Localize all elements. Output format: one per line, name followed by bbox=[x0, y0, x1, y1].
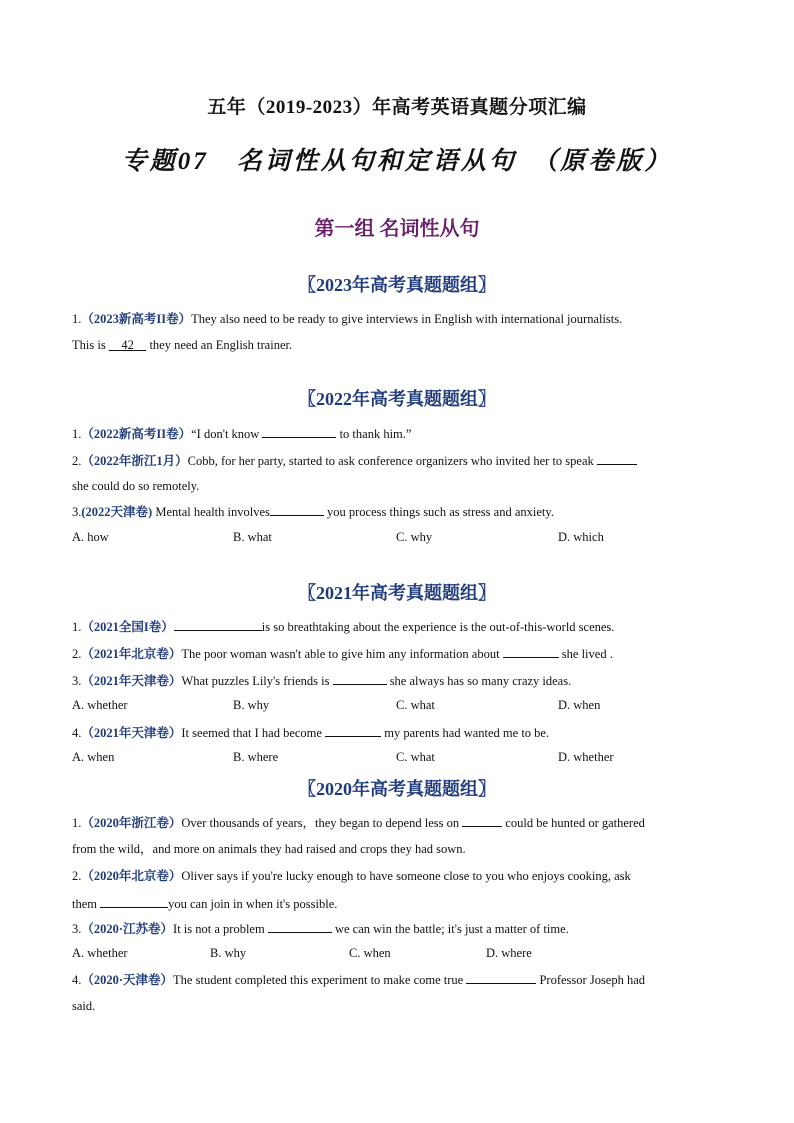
question-text: they need an English trainer. bbox=[146, 338, 293, 352]
question-2023-1 bbox=[72, 311, 622, 327]
document-title: 五年（2019-2023）年高考英语真题分项汇编 bbox=[207, 97, 587, 118]
section-heading-2021: 〖2021年高考真题题组〗 bbox=[298, 583, 496, 603]
question-number: 1. bbox=[72, 312, 82, 326]
question-text: we can win the battle; it's just a matter of time. bbox=[331, 922, 569, 936]
question-source: （2020·天津卷） bbox=[81, 973, 174, 987]
question-2020-4 bbox=[72, 971, 645, 988]
option-b[interactable]: B. why bbox=[210, 946, 247, 960]
option-c[interactable]: C. why bbox=[396, 530, 433, 544]
option-c[interactable]: C. when bbox=[349, 946, 391, 960]
question-source: （2020年北京卷） bbox=[81, 869, 182, 883]
question-2022-2 bbox=[72, 452, 637, 469]
group-title: 第一组 名词性从句 bbox=[314, 218, 480, 240]
question-2020-1-cont: from the wild，and more on animals they had raised and crops they had sown. bbox=[72, 842, 466, 856]
question-source: （2022新高考II卷） bbox=[81, 427, 192, 441]
answer-blank[interactable] bbox=[174, 618, 262, 631]
question-number: 3. bbox=[72, 922, 82, 936]
question-2020-2 bbox=[72, 868, 631, 884]
option-d[interactable]: D. when bbox=[558, 698, 601, 712]
question-text: you can join in when it's possible. bbox=[168, 897, 338, 911]
question-number: 4. bbox=[72, 973, 82, 987]
question-2022-2-cont: she could do so remotely. bbox=[72, 479, 200, 493]
answer-blank[interactable] bbox=[462, 814, 502, 827]
question-text: is so breathtaking about the experience is the out-of-this-world scenes. bbox=[261, 620, 615, 634]
answer-blank[interactable] bbox=[270, 503, 324, 516]
question-text: The poor woman wasn't able to give him any information about bbox=[181, 647, 503, 661]
question-text: to thank him.” bbox=[336, 427, 412, 441]
question-text: she always has so many crazy ideas. bbox=[386, 674, 572, 688]
question-source: （2021年天津卷） bbox=[81, 726, 182, 740]
question-2020-4-cont: said. bbox=[72, 999, 96, 1013]
question-text: Cobb, for her party, started to ask conference organizers who invited her to speak bbox=[187, 454, 597, 468]
option-a[interactable]: A. when bbox=[72, 750, 115, 764]
section-heading-2020: 〖2020年高考真题题组〗 bbox=[298, 779, 496, 799]
question-number: 2. bbox=[72, 647, 82, 661]
question-text: Oliver says if you're lucky enough to have someone close to you who enjoys cooking, ask bbox=[181, 869, 631, 883]
question-2021-4 bbox=[72, 724, 549, 741]
option-b[interactable]: B. where bbox=[233, 750, 279, 764]
question-number: 4. bbox=[72, 726, 82, 740]
answer-marker: 42 bbox=[121, 338, 134, 352]
option-c[interactable]: C. what bbox=[396, 698, 435, 712]
answer-blank[interactable] bbox=[262, 425, 336, 438]
question-number: 2. bbox=[72, 869, 82, 883]
question-text: It is not a problem bbox=[173, 922, 268, 936]
answer-blank[interactable] bbox=[268, 920, 332, 933]
question-text: Professor Joseph had bbox=[536, 973, 646, 987]
question-text: Mental health involves bbox=[152, 505, 270, 519]
answer-blank[interactable] bbox=[503, 645, 559, 658]
question-text: It seemed that I had become bbox=[181, 726, 326, 740]
question-source: （2021全国I卷） bbox=[81, 620, 174, 634]
question-number: 3. bbox=[72, 674, 82, 688]
question-text: This is bbox=[72, 338, 109, 352]
question-source: (2022天津卷) bbox=[81, 505, 153, 519]
option-b[interactable]: B. what bbox=[233, 530, 272, 544]
answer-blank[interactable] bbox=[333, 672, 387, 685]
question-number: 1. bbox=[72, 427, 82, 441]
question-text: “I don't know bbox=[191, 427, 263, 441]
question-text: my parents had wanted me to be. bbox=[381, 726, 550, 740]
question-text: she lived . bbox=[558, 647, 613, 661]
question-2023-1-cont bbox=[72, 337, 292, 353]
question-text: you process things such as stress and anxiety. bbox=[323, 505, 554, 519]
question-text: them bbox=[72, 897, 101, 911]
option-a[interactable]: A. whether bbox=[72, 698, 128, 712]
question-text: They also need to be ready to give interviews in English with international journalists. bbox=[191, 312, 623, 326]
section-heading-2023: 〖2023年高考真题题组〗 bbox=[298, 275, 496, 295]
question-source: （2021年天津卷） bbox=[81, 674, 182, 688]
question-2020-1 bbox=[72, 814, 645, 831]
question-2020-2-cont bbox=[72, 895, 337, 912]
option-b[interactable]: B. why bbox=[233, 698, 270, 712]
question-text: What puzzles Lily's friends is bbox=[181, 674, 333, 688]
option-d[interactable]: D. whether bbox=[558, 750, 614, 764]
question-2021-1 bbox=[72, 618, 614, 635]
answer-blank[interactable] bbox=[109, 338, 147, 352]
question-source: （2020·江苏卷） bbox=[81, 922, 174, 936]
option-a[interactable]: A. how bbox=[72, 530, 109, 544]
option-d[interactable]: D. where bbox=[486, 946, 532, 960]
question-2022-3 bbox=[72, 503, 554, 520]
answer-blank[interactable] bbox=[100, 895, 168, 908]
question-text: The student completed this experiment to make come true bbox=[173, 973, 467, 987]
option-c[interactable]: C. what bbox=[396, 750, 435, 764]
question-2021-2 bbox=[72, 645, 613, 662]
answer-blank[interactable] bbox=[325, 724, 381, 737]
question-number: 2. bbox=[72, 454, 82, 468]
document-subtitle: 专题07 名词性从句和定语从句 （原卷版） bbox=[121, 148, 673, 175]
question-source: （2021年北京卷） bbox=[81, 647, 182, 661]
question-number: 1. bbox=[72, 816, 82, 830]
question-number: 1. bbox=[72, 620, 82, 634]
option-d[interactable]: D. which bbox=[558, 530, 604, 544]
section-heading-2022: 〖2022年高考真题题组〗 bbox=[298, 389, 496, 409]
question-2020-3 bbox=[72, 920, 569, 937]
question-2021-3 bbox=[72, 672, 571, 689]
question-source: （2020年浙江卷） bbox=[81, 816, 182, 830]
question-source: （2023新高考II卷） bbox=[81, 312, 192, 326]
answer-blank[interactable] bbox=[597, 452, 637, 465]
answer-blank[interactable] bbox=[466, 971, 536, 984]
question-2022-1 bbox=[72, 425, 411, 442]
question-source: （2022年浙江1月） bbox=[81, 454, 188, 468]
question-text: Over thousands of years，they began to depend less on bbox=[181, 816, 463, 830]
question-text: could be hunted or gathered bbox=[502, 816, 645, 830]
option-a[interactable]: A. whether bbox=[72, 946, 128, 960]
question-number: 3. bbox=[72, 505, 82, 519]
